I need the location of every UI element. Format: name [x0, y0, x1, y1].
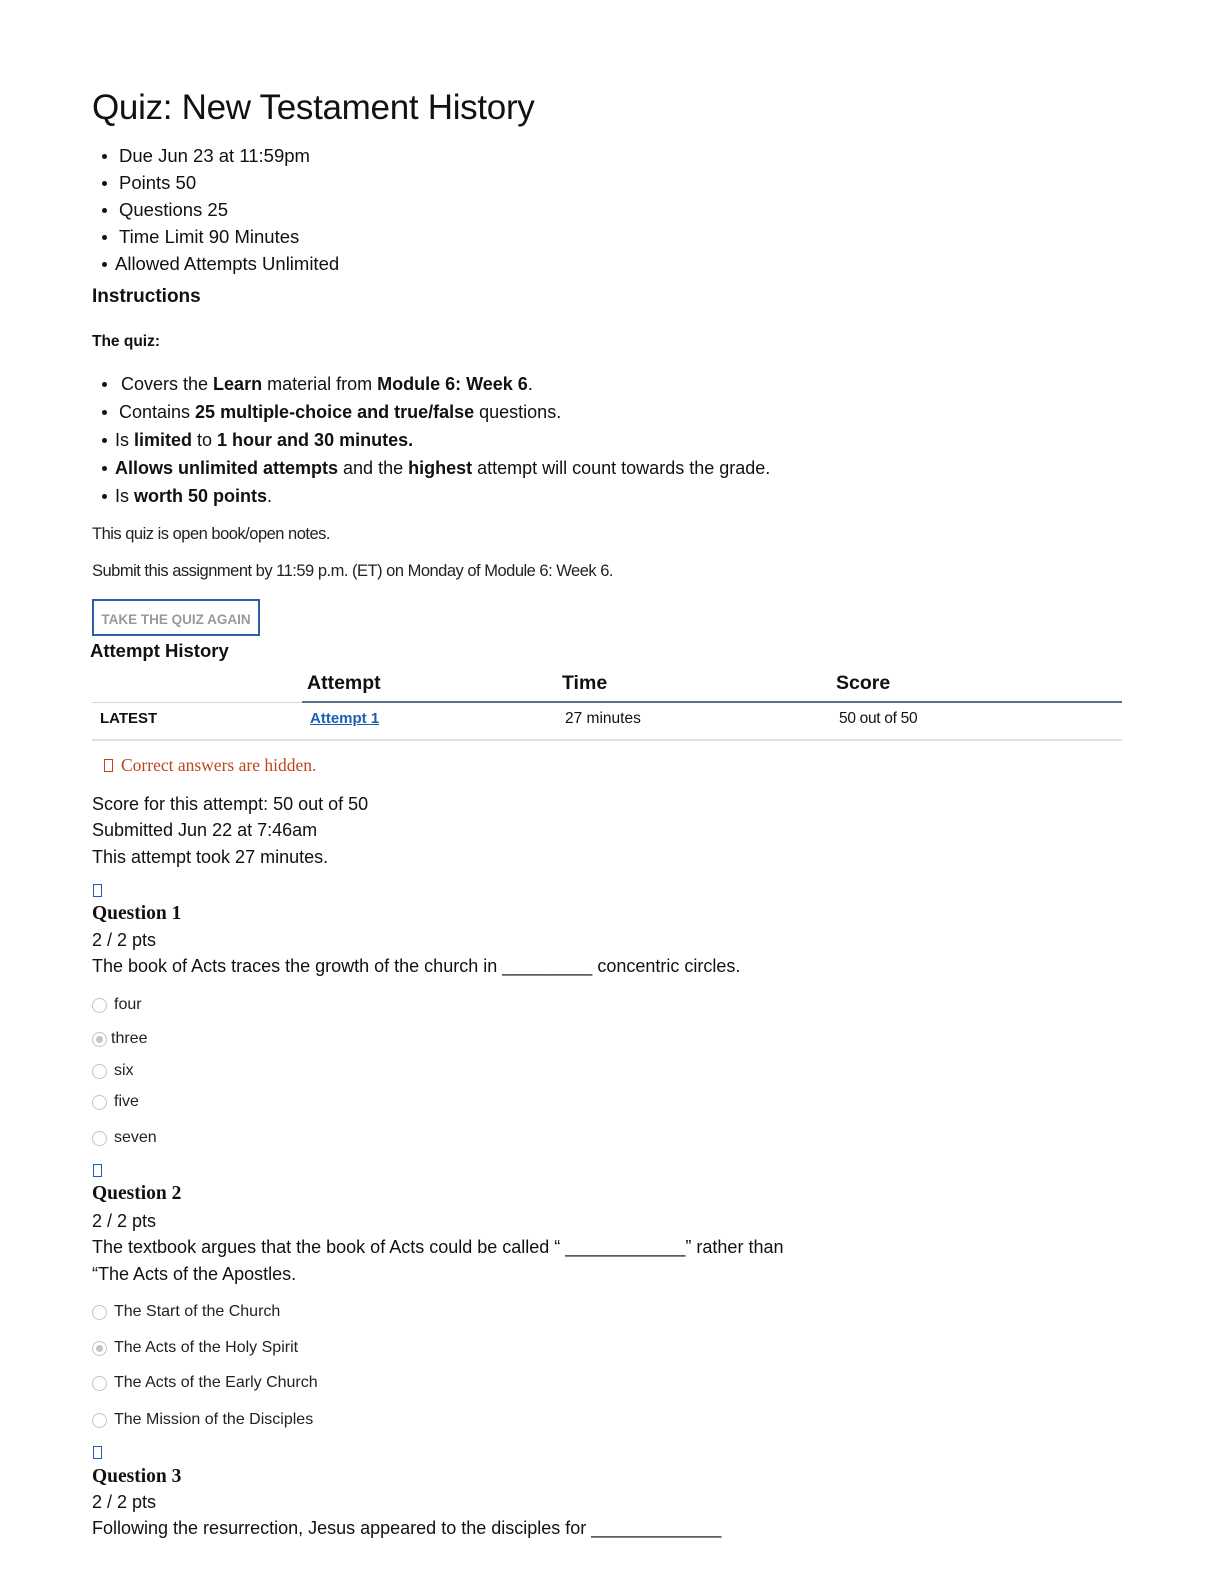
bold-text: highest	[408, 458, 473, 478]
question-title: Question 2	[92, 1183, 182, 1204]
flag-question-icon[interactable]	[93, 1164, 102, 1177]
attempt-1-link[interactable]: Attempt 1	[310, 710, 380, 727]
table-bottom-divider	[92, 739, 1122, 741]
submit-deadline-note: Submit this assignment by 11:59 p.m. (ET) on Monday of Module 6: Week 6.	[92, 562, 613, 580]
bold-text: 25 multiple-choice and true/false	[195, 402, 475, 422]
question-text: The book of Acts traces the growth of the church in _________ concentric circles.	[92, 956, 741, 976]
page-title: Quiz: New Testament History	[92, 88, 535, 127]
column-header-time: Time	[562, 672, 608, 694]
answer-label: The Acts of the Holy Spirit	[114, 1339, 299, 1356]
table-divider	[92, 702, 302, 703]
text-run: Contains	[119, 402, 196, 422]
info-icon	[104, 759, 113, 772]
flag-question-icon[interactable]	[93, 884, 102, 897]
due-date: Due Jun 23 at 11:59pm	[92, 142, 339, 169]
answer-label: The Mission of the Disciples	[114, 1411, 314, 1428]
instruction-item	[92, 454, 770, 482]
question-title: Question 1	[92, 903, 182, 924]
attempt-time: 27 minutes	[565, 710, 641, 727]
bold-text: Learn	[213, 374, 263, 394]
answer-label: The Acts of the Early Church	[114, 1374, 318, 1391]
radio-button[interactable]	[92, 1413, 107, 1428]
answer-label: seven	[114, 1129, 157, 1146]
radio-button-selected[interactable]	[92, 1032, 107, 1047]
text-run: Is	[115, 430, 135, 450]
flag-question-icon[interactable]	[93, 1446, 102, 1459]
radio-button[interactable]	[92, 1095, 107, 1110]
radio-button[interactable]	[92, 1064, 107, 1079]
instruction-item	[92, 482, 770, 510]
bold-text: 1 hour and 30 minutes.	[217, 430, 414, 450]
question-points: 2 / 2 pts	[92, 1211, 157, 1231]
open-book-note: This quiz is open book/open notes.	[92, 525, 331, 543]
attempt-history-heading: Attempt History	[90, 640, 229, 661]
text-run: attempt will count towards the grade.	[472, 458, 771, 478]
bold-text: limited	[134, 430, 193, 450]
instructions-list	[92, 370, 770, 510]
points: Points 50	[92, 169, 339, 196]
answer-label: five	[114, 1093, 139, 1110]
radio-button-selected[interactable]	[92, 1341, 107, 1356]
text-run: .	[267, 486, 273, 506]
text-run: to	[192, 430, 218, 450]
radio-button[interactable]	[92, 1305, 107, 1320]
question-points: 2 / 2 pts	[92, 930, 157, 950]
allowed-attempts: Allowed Attempts Unlimited	[92, 250, 339, 277]
answer-label: The Start of the Church	[114, 1303, 281, 1320]
answer-label: four	[114, 996, 142, 1013]
bold-text: worth 50 points	[134, 486, 268, 506]
time-limit: Time Limit 90 Minutes	[92, 223, 339, 250]
instruction-item	[92, 426, 770, 454]
submitted-timestamp: Submitted Jun 22 at 7:46am	[92, 820, 318, 840]
answer-label: six	[114, 1062, 134, 1079]
instructions-subheading: The quiz:	[92, 333, 161, 350]
column-header-score: Score	[836, 672, 891, 694]
text-run: material from	[262, 374, 378, 394]
attempt-score: 50 out of 50	[839, 710, 918, 727]
question-text-line-2: “The Acts of the Apostles.	[92, 1264, 297, 1284]
table-header-divider	[302, 701, 1122, 703]
text-run: Covers the	[121, 374, 214, 394]
answers-hidden-notice	[104, 755, 316, 776]
instructions-heading: Instructions	[92, 286, 201, 307]
question-text-line-1: The textbook argues that the book of Acts could be called “ ____________” rather than	[92, 1237, 784, 1257]
text-run: .	[527, 374, 533, 394]
answer-label: three	[111, 1030, 148, 1047]
instruction-item	[92, 398, 770, 426]
question-text: Following the resurrection, Jesus appeared to the disciples for _____________	[92, 1518, 722, 1538]
questions-count: Questions 25	[92, 196, 339, 223]
radio-button[interactable]	[92, 1131, 107, 1146]
question-title: Question 3	[92, 1466, 182, 1487]
bold-text: Module 6: Week 6	[377, 374, 528, 394]
text-run: questions.	[474, 402, 562, 422]
text-run: and the	[338, 458, 409, 478]
column-header-attempt: Attempt	[307, 672, 381, 694]
radio-button[interactable]	[92, 1376, 107, 1391]
attempt-score-summary: Score for this attempt: 50 out of 50	[92, 794, 369, 814]
quiz-details-list	[92, 142, 339, 277]
instruction-item	[92, 370, 770, 398]
latest-label: LATEST	[100, 710, 158, 727]
question-points: 2 / 2 pts	[92, 1492, 157, 1512]
attempt-duration: This attempt took 27 minutes.	[92, 847, 329, 867]
answers-hidden-text: Correct answers are hidden.	[121, 755, 317, 775]
radio-button[interactable]	[92, 998, 107, 1013]
take-quiz-again-button[interactable]: TAKE THE QUIZ AGAIN	[92, 599, 260, 636]
bold-text: Allows unlimited attempts	[115, 458, 339, 478]
text-run: Is	[115, 486, 135, 506]
